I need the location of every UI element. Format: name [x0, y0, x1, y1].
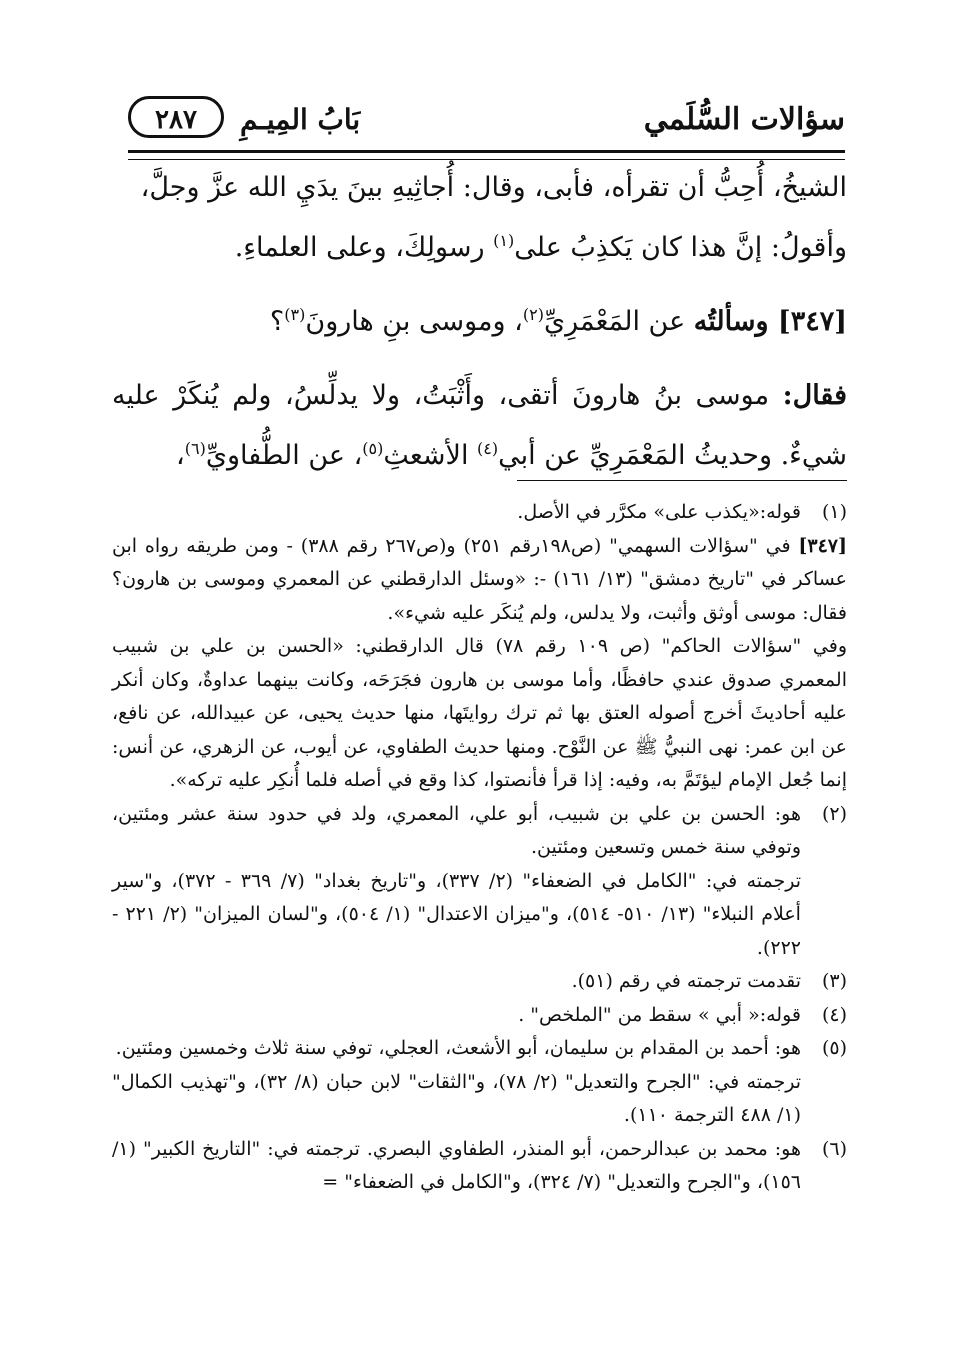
footnote-347	[112, 530, 847, 798]
footnote-text: هو: محمد بن عبدالرحمن، أبو المنذر، الطفاوي البصري. ترجمته في: "التاريخ الكبير" (١/ ١٥٦)، و"الجرح والتعديل" (٧/ ٣٢٤)، و"الكامل في الضعفاء" =	[112, 1137, 801, 1193]
footnote-text: وفي "سؤالات الحاكم" (ص ١٠٩ رقم ٧٨) قال الدارقطني: «الحسن بن علي بن شبيب المعمري صدوق عندي حافظًا، وأما موسى بن هارون فجَرَحَه، وكانت بينهما عداوةٌ، وكان أنكر عليه أحاديثَ أخرج أصوله العتق بها ثم ترك روايتَها، منها حديث يحيى، عن عبيدالله، عن نافع، عن ابن عمر: نهى النبيُّ ﷺ عن النَّوْح. ومنها حديث الطفاوي، عن أيوب، عن الزهري، عن أنس: إنما جُعل الإمام ليؤتَمَّ به، وفيه: إذا قرأ فأنصتوا، كذا وقع في أصله فلما أُنكِر عليه تركه».	[112, 635, 847, 791]
footnote-text: قوله:« أبي » سقط من "الملخص" .	[518, 1003, 801, 1026]
footnote-text: ترجمته في: "الجرح والتعديل" (٢/ ٧٨)، و"الثقات" لابن حبان (٨/ ٣٢)، و"تهذيب الكمال" (١/ ٤٨٨ الترجمة ١١٠).	[112, 1070, 801, 1126]
paragraph-1-line-2a: وأقولُ: إنَّ هذا كان يَكذِبُ على	[514, 232, 847, 263]
main-text	[112, 158, 847, 486]
footnotes	[112, 496, 847, 1200]
footnote-1	[112, 496, 847, 530]
footnote-6	[112, 1133, 847, 1200]
footnote-5	[112, 1032, 847, 1133]
footnote-number: (٢)	[821, 802, 847, 825]
paragraph-1	[112, 158, 847, 278]
footnote-label: [٣٤٧]	[798, 534, 847, 557]
footnote-ref-4[interactable]: (٤)	[477, 439, 499, 458]
footnote-number: (٥)	[821, 1037, 847, 1059]
footnote-ref-3[interactable]: (٣)	[284, 305, 306, 324]
footnote-3	[112, 965, 847, 999]
question-text-a: عن المَعْمَرِيِّ	[543, 306, 694, 337]
answer-label: فقال:	[782, 380, 847, 411]
footnote-text: في "سؤالات السهمي" (ص١٩٨رقم ٢٥١) و(ص٢٦٧ رقم ٣٨٨) - ومن طريقه رواه ابن عساكر في "تاريخ دمشق" (١٣/ ١٦١) -: «وسئل الدارقطني عن المعمري وموسى بن هارون؟ فقال: موسى أوثق وأثبت، ولا يدلس، ولم يُنكَر عليه شيء».	[112, 534, 847, 624]
paragraph-1-line-2b: رسولِكَ، وعلى العلماءِ.	[234, 232, 494, 263]
footnote-number: (٣)	[821, 970, 847, 992]
answer-text-b: الأشعثِ	[383, 440, 478, 471]
footnote-text: هو: الحسن بن علي بن شبيب، أبو علي، المعمري، ولد في حدود سنة عشر ومئتين، وتوفي سنة خمس وتسعين ومئتين.	[112, 802, 801, 858]
footnote-ref-2[interactable]: (٢)	[522, 305, 544, 324]
question-label: [٣٤٧] وسألتُه	[693, 306, 847, 337]
footnote-2	[112, 798, 847, 966]
footnote-text: تقدمت ترجمته في رقم (٥١).	[571, 970, 801, 992]
footnote-ref-1[interactable]: (١)	[493, 231, 515, 250]
footnote-ref-6[interactable]: (٦)	[184, 439, 206, 458]
answer-paragraph	[112, 366, 847, 486]
footnote-separator	[517, 480, 847, 481]
answer-text-d: ،	[176, 440, 185, 471]
book-title: سؤالات السُّلَمي	[643, 102, 845, 137]
footnote-number: (٤)	[821, 1003, 847, 1026]
question-347	[112, 292, 847, 352]
page-header	[128, 92, 845, 148]
footnote-number: (٦)	[821, 1137, 847, 1160]
footnote-ref-5[interactable]: (٥)	[362, 439, 384, 458]
footnote-text: هو: أحمد بن المقدام بن سليمان، أبو الأشعث، العجلي، توفي سنة ثلاث وخمسين ومئتين.	[115, 1037, 801, 1059]
paragraph-1-line-1: الشيخُ، أُحِبُّ أن تقرأه، فأبى، وقال: أُجاثِيهِ بينَ يدَيِ الله عزَّ وجلَّ،	[140, 172, 847, 203]
footnote-text: ترجمته في: "الكامل في الضعفاء" (٢/ ٣٣٧)، و"تاريخ بغداد" (٧/ ٣٦٩ - ٣٧٢)، و"سير أعلام النبلاء" (١٣/ ٥١٠- ٥١٤)، و"ميزان الاعتدال" (١/ ٥٠٤)، و"لسان الميزان" (٢/ ٢٢١ - ٢٢٢).	[112, 869, 801, 959]
footnote-4	[112, 999, 847, 1033]
question-text-c: ؟	[269, 306, 285, 337]
chapter-title: بَابُ المِيـمِ	[240, 103, 361, 136]
footnote-number: (١)	[821, 501, 847, 523]
answer-text-c: ، عن الطُّفاويِّ	[205, 440, 363, 471]
question-text-b: ، وموسى بنِ هارونَ	[305, 306, 523, 337]
footnote-text: قوله:«يكذب على» مكرَّر في الأصل.	[517, 501, 801, 523]
answer-text-a: موسى بنُ هارونَ أتقى، وأَثْبَتُ، ولا يدلِّسُ، ولم يُنكَرْ عليه شيءٌ. وحديثُ المَعْمَرِيِّ عن أبي	[112, 380, 847, 471]
page-number-badge: ٢٨٧	[128, 96, 224, 138]
